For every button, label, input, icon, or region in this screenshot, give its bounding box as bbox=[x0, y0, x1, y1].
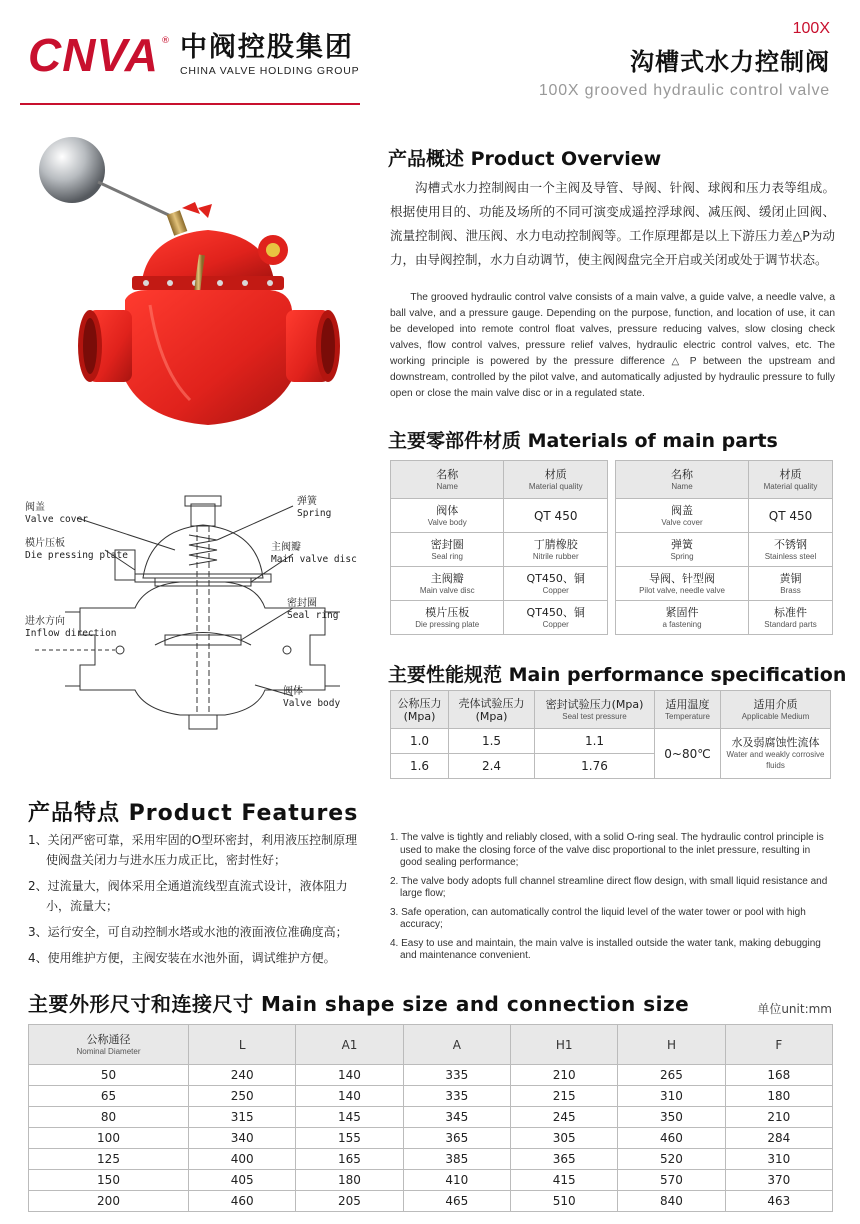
col-nominal-pressure-unit: (Mpa) bbox=[403, 709, 436, 723]
dimension-cell: 245 bbox=[510, 1107, 617, 1128]
table-header-row bbox=[29, 1025, 833, 1065]
col-medium: 适用介质 bbox=[753, 697, 798, 711]
label-valve-body bbox=[283, 686, 340, 710]
table-header-cell: H1 bbox=[510, 1025, 617, 1065]
dimension-cell: 460 bbox=[189, 1191, 296, 1212]
label-die-plate bbox=[25, 538, 128, 562]
medium-cell bbox=[721, 729, 831, 779]
company-name-cn: 中阀控股集团 bbox=[179, 32, 354, 64]
part-name-cell bbox=[391, 533, 504, 567]
dimension-cell: 345 bbox=[403, 1107, 510, 1128]
feature-item-cn: 3、运行安全，可自动控制水塔或水池的液面液位准确度高； bbox=[28, 925, 348, 939]
materials-table-left bbox=[390, 460, 608, 635]
label-valve-cover-en: Valve cover bbox=[25, 514, 88, 525]
material-cell bbox=[749, 533, 833, 567]
part-name-en: Valve cover bbox=[661, 517, 703, 527]
header-material-cn: 材质 bbox=[779, 467, 802, 481]
material-value-en: Copper bbox=[542, 585, 569, 595]
materials-heading: 主要零部件材质 Materials of main parts bbox=[388, 430, 778, 452]
table-row bbox=[391, 499, 608, 533]
company-name-en: CHINA VALVE HOLDING GROUP bbox=[179, 64, 360, 77]
part-name-cn: 弹簧 bbox=[671, 537, 693, 551]
material-value: 丁腈橡胶 bbox=[533, 537, 578, 551]
nominal-diameter-cell: 50 bbox=[29, 1065, 189, 1086]
header-name-cn: 名称 bbox=[436, 467, 459, 481]
dimension-cell: 310 bbox=[725, 1149, 832, 1170]
label-inflow-cn: 进水方向 bbox=[25, 616, 65, 627]
page-subtitle: 100X grooved hydraulic control valve bbox=[538, 82, 830, 99]
features-list-cn bbox=[28, 830, 368, 974]
col-temperature: 适用温度 bbox=[665, 697, 710, 711]
dimensions-table-body bbox=[29, 1065, 833, 1212]
part-name-en: a fastening bbox=[662, 619, 702, 629]
overview-text-cn: 沟槽式水力控制阀由一个主阀及导管、导阀、针阀、球阀和压力表等组成。根据使用目的、功能及场所的不同可演变成遥控浮球阀、减压阀、缓闭止回阀、流量控制阀、泄压阀、水力电动控制阀等。工作原理都是以上下游压力差△P为动力，由导阀控制，水力自动调节，使主阀阀盘完全开启或关闭或处于调节状态。 bbox=[390, 180, 835, 267]
part-name-cn: 模片压板 bbox=[425, 605, 470, 619]
material-value-en: Standard parts bbox=[764, 619, 817, 629]
dimension-cell: 140 bbox=[296, 1065, 403, 1086]
col-seal-test-en: Seal test pressure bbox=[562, 711, 627, 721]
header-name-en: Name bbox=[436, 481, 458, 491]
temperature-cell: 0~80℃ bbox=[655, 729, 721, 779]
label-main-disc-cn: 主阀瓣 bbox=[271, 542, 301, 553]
seal-test-cell: 1.76 bbox=[535, 754, 655, 779]
table-header-row bbox=[391, 691, 831, 729]
dimension-cell: 155 bbox=[296, 1128, 403, 1149]
label-seal-ring-cn: 密封圈 bbox=[287, 598, 317, 609]
table-header-cell: A1 bbox=[296, 1025, 403, 1065]
material-value: QT 450 bbox=[768, 508, 813, 523]
dimension-cell: 400 bbox=[189, 1149, 296, 1170]
overview-text-en: The grooved hydraulic control valve consists of a main valve, a guide valve, a needle valve, a ball valve, and a pressure gauge. Depending on the purpose, function, and location of use, it can be developed into remote control float valves, pressure reducing valves, slow closing check valves, flow control valves, pressure relief valves, hydraulic electric control valves, etc. The working principle is powered by the pressure difference △ P between the upstream and downstream, controlled by the pilot valve, and automatically adjusted by hydraulic pressure to fully open or close the main valve disc or in a regulated state. bbox=[390, 292, 835, 399]
nominal-diameter-cell: 200 bbox=[29, 1191, 189, 1212]
part-name-cn: 主阀瓣 bbox=[430, 571, 464, 585]
table-row bbox=[616, 567, 833, 601]
material-value: QT450、铜 bbox=[526, 571, 585, 585]
dimension-cell: 415 bbox=[510, 1170, 617, 1191]
table-row bbox=[391, 729, 831, 754]
part-name-cell bbox=[391, 567, 504, 601]
dimension-cell: 520 bbox=[618, 1149, 725, 1170]
header-divider bbox=[20, 103, 360, 105]
table-row bbox=[29, 1191, 833, 1212]
col-shell-test: 壳体试验压力 bbox=[458, 696, 525, 710]
label-valve-cover-cn: 阀盖 bbox=[25, 502, 45, 513]
dimension-cell: 463 bbox=[725, 1191, 832, 1212]
seal-test-cell: 1.1 bbox=[535, 729, 655, 754]
label-die-plate-cn: 模片压板 bbox=[25, 538, 65, 549]
dimension-cell: 315 bbox=[189, 1107, 296, 1128]
table-header-cell bbox=[391, 691, 449, 729]
dimension-cell: 310 bbox=[618, 1086, 725, 1107]
unit-label: 单位unit:mm bbox=[757, 1002, 832, 1016]
feature-item-cn: 1、关闭严密可靠，采用牢固的O型环密封，利用液压控制原理使阀盘关闭力与进水压力成正比，密封性好； bbox=[28, 833, 358, 867]
col-shell-test-unit: (Mpa) bbox=[475, 709, 508, 723]
dimension-cell: 140 bbox=[296, 1086, 403, 1107]
part-name-en: Spring bbox=[670, 551, 694, 561]
material-value-en: Brass bbox=[780, 585, 801, 595]
shell-test-cell: 1.5 bbox=[449, 729, 535, 754]
label-seal-ring-en: Seal ring bbox=[287, 610, 339, 621]
dimension-cell: 465 bbox=[403, 1191, 510, 1212]
shell-test-cell: 2.4 bbox=[449, 754, 535, 779]
label-spring-cn: 弹簧 bbox=[297, 496, 317, 507]
material-value-en: Stainless steel bbox=[764, 551, 817, 561]
col-nominal-diameter-cn: 公称通径 bbox=[86, 1032, 131, 1046]
header-material-en: Material quality bbox=[763, 481, 818, 491]
table-row bbox=[29, 1107, 833, 1128]
header-material-cn: 材质 bbox=[544, 467, 567, 481]
dimension-cell: 570 bbox=[618, 1170, 725, 1191]
dimension-cell: 460 bbox=[618, 1128, 725, 1149]
table-row bbox=[29, 1065, 833, 1086]
material-cell bbox=[749, 601, 833, 635]
label-seal-ring bbox=[287, 598, 338, 622]
dimensions-heading: 主要外形尺寸和连接尺寸 Main shape size and connection size bbox=[28, 992, 690, 1016]
table-header-cell bbox=[449, 691, 535, 729]
performance-table bbox=[390, 690, 831, 779]
dimension-cell: 335 bbox=[403, 1086, 510, 1107]
dimension-cell: 165 bbox=[296, 1149, 403, 1170]
dimension-cell: 385 bbox=[403, 1149, 510, 1170]
dimension-cell: 250 bbox=[189, 1086, 296, 1107]
col-nominal-diameter-en: Nominal Diameter bbox=[76, 1046, 141, 1056]
table-header-cell bbox=[535, 691, 655, 729]
model-code: 100X bbox=[792, 20, 830, 37]
dimension-cell: 168 bbox=[725, 1065, 832, 1086]
table-row bbox=[616, 601, 833, 635]
table-row bbox=[391, 601, 608, 635]
dimension-cell: 335 bbox=[403, 1065, 510, 1086]
feature-item-en: 2. The valve body adopts full channel streamline direct flow design, with small liquid resistance and large flow; bbox=[390, 875, 828, 899]
dimension-cell: 145 bbox=[296, 1107, 403, 1128]
table-header-cell bbox=[504, 461, 608, 499]
nominal-diameter-cell: 65 bbox=[29, 1086, 189, 1107]
part-name-en: Pilot valve, needle valve bbox=[639, 585, 725, 595]
page-title: 沟槽式水力控制阀 bbox=[630, 48, 830, 76]
material-cell bbox=[504, 499, 608, 533]
header-material-en: Material quality bbox=[528, 481, 583, 491]
registered-mark: ® bbox=[160, 36, 170, 46]
label-die-plate-en: Die pressing plate bbox=[25, 550, 128, 561]
material-cell bbox=[504, 567, 608, 601]
feature-item-en: 1. The valve is tightly and reliably closed, with a solid O-ring seal. The hydraulic control principle is used to make the closing force of the valve disc proportional to the inlet pressure, resulting in good sealing performance; bbox=[390, 832, 824, 868]
material-cell bbox=[504, 601, 608, 635]
table-row bbox=[29, 1086, 833, 1107]
dimension-cell: 405 bbox=[189, 1170, 296, 1191]
material-cell bbox=[504, 533, 608, 567]
material-value: 标准件 bbox=[774, 605, 807, 619]
col-nominal-pressure: 公称压力 bbox=[397, 696, 442, 710]
col-seal-test: 密封试验压力(Mpa) bbox=[545, 697, 644, 711]
dimension-cell: 210 bbox=[725, 1107, 832, 1128]
table-header-cell: F bbox=[725, 1025, 832, 1065]
table-header-cell bbox=[655, 691, 721, 729]
dimension-cell: 840 bbox=[618, 1191, 725, 1212]
dimension-cell: 284 bbox=[725, 1128, 832, 1149]
label-spring bbox=[297, 496, 331, 520]
table-header-cell: A bbox=[403, 1025, 510, 1065]
table-header-cell bbox=[29, 1025, 189, 1065]
part-name-en: Main valve disc bbox=[419, 585, 475, 595]
col-temperature-en: Temperature bbox=[665, 711, 710, 721]
material-value-en: Nitrile rubber bbox=[532, 551, 579, 561]
part-name-cn: 紧固件 bbox=[665, 605, 699, 619]
dimension-cell: 410 bbox=[403, 1170, 510, 1191]
label-valve-body-en: Valve body bbox=[283, 698, 341, 709]
feature-item-cn: 2、过流量大，阀体采用全通道流线型直流式设计，液体阻力小，流量大； bbox=[28, 879, 348, 913]
logo-mark: CNVA bbox=[28, 29, 159, 81]
dimension-cell: 510 bbox=[510, 1191, 617, 1212]
part-name-en: Valve body bbox=[427, 517, 467, 527]
medium-cn: 水及弱腐蚀性流体 bbox=[731, 736, 820, 749]
feature-item-cn: 4、使用维护方便，主阀安装在水池外面，调试维护方便。 bbox=[28, 951, 336, 965]
part-name-cell bbox=[391, 601, 504, 635]
dimension-cell: 215 bbox=[510, 1086, 617, 1107]
table-row bbox=[29, 1170, 833, 1191]
part-name-cn: 阀体 bbox=[436, 503, 459, 517]
label-spring-en: Spring bbox=[297, 508, 332, 519]
nominal-pressure-cell: 1.0 bbox=[391, 729, 449, 754]
part-name-en: Seal ring bbox=[431, 551, 463, 561]
nominal-diameter-cell: 80 bbox=[29, 1107, 189, 1128]
feature-item-en: 3. Safe operation, can automatically control the liquid level of the water tower or pool with high accuracy; bbox=[390, 906, 806, 930]
table-row bbox=[29, 1128, 833, 1149]
table-row bbox=[391, 533, 608, 567]
material-cell bbox=[749, 567, 833, 601]
dimension-cell: 240 bbox=[189, 1065, 296, 1086]
table-header-row bbox=[391, 461, 608, 499]
header-name-cn: 名称 bbox=[671, 467, 693, 481]
table-row bbox=[391, 567, 608, 601]
part-name-cn: 阀盖 bbox=[671, 503, 693, 517]
features-list-en bbox=[390, 832, 835, 969]
material-value: 不锈钢 bbox=[774, 537, 807, 551]
features-heading: 产品特点 Product Features bbox=[28, 801, 359, 826]
materials-table-right bbox=[615, 460, 833, 635]
nominal-diameter-cell: 150 bbox=[29, 1170, 189, 1191]
part-name-cn: 密封圈 bbox=[430, 537, 464, 551]
dimension-cell: 365 bbox=[510, 1149, 617, 1170]
feature-item-en: 4. Easy to use and maintain, the main valve is installed outside the water tank, making debugging and maintenance convenient. bbox=[390, 937, 821, 961]
table-row bbox=[29, 1149, 833, 1170]
dimension-cell: 205 bbox=[296, 1191, 403, 1212]
dimension-cell: 265 bbox=[618, 1065, 725, 1086]
material-value: QT450、铜 bbox=[526, 605, 585, 619]
nominal-diameter-cell: 125 bbox=[29, 1149, 189, 1170]
table-header-cell bbox=[391, 461, 504, 499]
part-name-cell bbox=[391, 499, 504, 533]
dimension-cell: 180 bbox=[725, 1086, 832, 1107]
table-row bbox=[616, 533, 833, 567]
label-valve-body-cn: 阀体 bbox=[283, 686, 303, 697]
valve-product-image bbox=[30, 130, 360, 440]
dimension-cell: 370 bbox=[725, 1170, 832, 1191]
brand-logo bbox=[28, 30, 359, 80]
dimension-cell: 180 bbox=[296, 1170, 403, 1191]
material-value-en: Copper bbox=[542, 619, 569, 629]
table-header-cell bbox=[616, 461, 749, 499]
material-value: QT 450 bbox=[533, 508, 578, 523]
part-name-cn: 导阀、针型阀 bbox=[649, 571, 715, 585]
dimension-cell: 340 bbox=[189, 1128, 296, 1149]
performance-heading: 主要性能规范 Main performance specification bbox=[388, 664, 847, 686]
label-inflow bbox=[25, 616, 117, 640]
material-cell bbox=[749, 499, 833, 533]
table-row bbox=[616, 499, 833, 533]
valve-cross-section-diagram bbox=[25, 490, 365, 735]
material-value: 黄铜 bbox=[779, 571, 802, 585]
logo-text bbox=[180, 33, 359, 77]
dimension-cell: 365 bbox=[403, 1128, 510, 1149]
table-header-cell bbox=[749, 461, 833, 499]
medium-en: Water and weakly corrosive fluids bbox=[726, 750, 825, 770]
label-main-disc-en: Main valve disc bbox=[271, 554, 357, 565]
label-main-disc bbox=[271, 542, 357, 566]
part-name-en: Die pressing plate bbox=[415, 619, 480, 629]
dimension-cell: 210 bbox=[510, 1065, 617, 1086]
dimension-cell: 305 bbox=[510, 1128, 617, 1149]
table-header-row bbox=[616, 461, 833, 499]
dimension-cell: 350 bbox=[618, 1107, 725, 1128]
part-name-cell bbox=[616, 567, 749, 601]
dimensions-table bbox=[28, 1024, 833, 1212]
table-header-cell: L bbox=[189, 1025, 296, 1065]
part-name-cell bbox=[616, 499, 749, 533]
label-inflow-en: Inflow direction bbox=[25, 628, 117, 639]
nominal-pressure-cell: 1.6 bbox=[391, 754, 449, 779]
table-header-cell: H bbox=[618, 1025, 725, 1065]
table-header-cell bbox=[721, 691, 831, 729]
overview-heading: 产品概述 Product Overview bbox=[388, 148, 662, 170]
col-medium-en: Applicable Medium bbox=[741, 711, 810, 721]
header-name-en: Name bbox=[671, 481, 693, 491]
part-name-cell bbox=[616, 533, 749, 567]
part-name-cell bbox=[616, 601, 749, 635]
nominal-diameter-cell: 100 bbox=[29, 1128, 189, 1149]
label-valve-cover bbox=[25, 502, 88, 526]
